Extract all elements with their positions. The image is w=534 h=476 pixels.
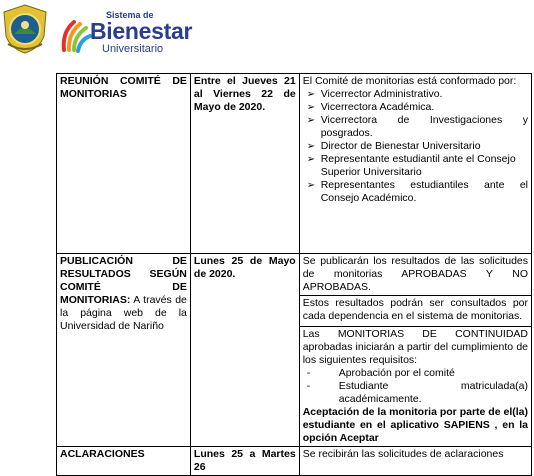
logo-line3: Universitario — [102, 43, 164, 55]
list-item: ➢ Representantes estudiantiles ante el Consejo Académico. — [303, 179, 528, 205]
table-row — [57, 254, 532, 296]
date-cell: Lunes 25 de Mayo de 2020. — [190, 254, 299, 447]
list-item: - Estudiante matriculada(a) académicamente. — [339, 380, 528, 406]
list-item: ➢ Vicerrector Administrativo. — [303, 88, 528, 101]
list-item: ➢ Vicerrectora de Investigaciones y posgrados. — [303, 114, 528, 140]
activity-cell: REUNIÓN COMITÉ DE MONITORIAS — [57, 74, 191, 254]
continuity-intro: Las MONITORIAS DE CONTINUIDAD aprobadas iniciarán a partir del cumplimiento de los siguientes requisitos: — [302, 328, 528, 366]
list-item: ➢ Vicerrectora Académica. — [303, 101, 528, 114]
continuity-requirements-cell — [299, 327, 531, 447]
activity-cell: PUBLICACIÓN DE RESULTADOS SEGÚN COMITÉ DE MONITORIAS: A través de la página web de la Universidad de Nariño — [57, 254, 191, 447]
committee-intro: El Comité de monitorias está conformado por: — [302, 75, 517, 87]
university-seal-logo — [2, 4, 48, 54]
date-cell: Entre el Jueves 21 al Viernes 22 de Mayo de 2020. — [190, 74, 299, 254]
list-item: - Aprobación por el comité — [339, 367, 528, 380]
logo-line2: Bienestar — [90, 18, 193, 44]
activity-cell: ACLARACIONES — [57, 447, 191, 476]
requirements-list — [303, 367, 528, 406]
date-cell: Lunes 25 a Martes 26 — [190, 447, 299, 476]
description-cell: Se recibirán las solicitudes de aclaraciones — [299, 447, 531, 476]
description-cell — [299, 74, 531, 254]
swirl-icon — [60, 14, 92, 54]
bienestar-logo — [60, 10, 193, 58]
committee-members-list — [303, 88, 528, 205]
schedule-table — [56, 73, 532, 476]
logo-line1: Sistema de — [106, 10, 154, 20]
results-publication-text: Se publicarán los resultados de las solicitudes de monitorias APROBADAS Y NO APROBADAS. — [299, 254, 531, 296]
results-consult-text: Estos resultados podrán ser consultados por cada dependencia en el sistema de monitorias. — [299, 296, 531, 327]
table-row — [57, 447, 532, 476]
list-item: ➢ Representante estudiantil ante el Consejo Superior Universitario — [303, 153, 528, 179]
table-row — [57, 74, 532, 254]
acceptance-note: Aceptación de la monitoria por parte de el(la) estudiante en el aplicativo SAPIENS , en la opción Aceptar — [302, 406, 528, 444]
list-item: ➢ Director de Bienestar Universitario — [303, 140, 528, 153]
